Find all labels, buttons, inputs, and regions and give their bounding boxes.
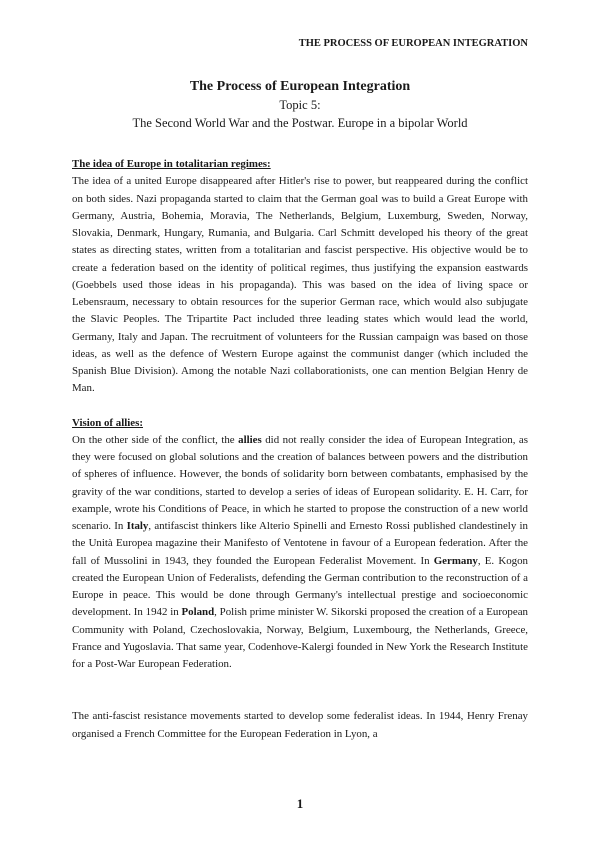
bold-term-germany: Germany xyxy=(433,554,478,567)
running-header: THE PROCESS OF EUROPEAN INTEGRATION xyxy=(298,38,528,49)
text-run: did not really consider the idea of European Integration, as they were focused on global solutions and the creation of balances between powers and the distribution of spheres of influence. However, the bonds of solidarity born between combatants, emphasised by the gravity of the war conditions, started to develop a series of ideas of European solidarity. E. H. Carr, for example, wrote his Conditions of Peace, in which he started to propose the construction of a new world scenario. In xyxy=(72,433,529,532)
text-run: On the other side of the conflict, the xyxy=(72,433,239,446)
paragraph-spacer xyxy=(72,398,528,415)
bold-term-allies: allies xyxy=(238,433,262,446)
text-run: , E. Kogon created the European Union of Federalists, defending the German contribution to the reconstruction of a Europe in peace. This would be done through Germany's intellectual prestige and socioeconomic development. In 1942 in xyxy=(72,554,528,619)
section-heading-totalitarian: The idea of Europe in totalitarian regimes: xyxy=(72,158,271,170)
document-title: The Process of European Integration xyxy=(189,79,411,94)
bold-term-poland: Poland xyxy=(181,606,215,619)
paragraph-spacer xyxy=(72,673,528,708)
page-number: 1 xyxy=(296,796,304,811)
document-body xyxy=(72,156,528,743)
text-run: , Polish prime minister W. Sikorski proposed the creation of a European Community with Poland, Czechoslovakia, Norway, Belgium, Luxembourg, the Netherlands, Greece, France and Yugoslavia. That same year, Codenhove-Kalergi founded in New York the Research Institute for a Post-War European Federation. xyxy=(72,606,528,670)
bold-term-italy: Italy xyxy=(126,520,149,532)
document-subtitle: The Second World War and the Postwar. Europe in a bipolar World xyxy=(132,116,468,130)
paragraph-allies xyxy=(72,432,528,674)
title-block xyxy=(0,78,600,132)
text-run: , antifascist thinkers like Alterio Spinelli and Ernesto Rossi published clandestinely in the Unità Europea magazine their Manifesto of Ventotene in favour of a European federation. After the fall of Mussolini in 1943, they founded the European Federalist Movement. In xyxy=(72,520,528,567)
topic-label: Topic 5: xyxy=(279,98,321,112)
paragraph-resistance: The anti-fascist resistance movements started to develop some federalist ideas. In 1944, Henry Frenay organised a French Committee for the European Federation in Lyon, a xyxy=(72,710,528,740)
section-heading-allies: Vision of allies: xyxy=(72,416,143,429)
paragraph-totalitarian: The idea of a united Europe disappeared after Hitler's rise to power, but reappeared during the conflict on both sides. Nazi propaganda started to claim that the German goal was to build a Great Europe with Germany, Austria, Bohemia, Moravia, The Netherlands, Belgium, Luxemburg, Sweden, Norway, Slovakia, Denmark, Hungary, Rumania, and Bulgaria. Carl Schmitt developed his theory of the great states as directing states, written from a totalitarian and fascist perspective. His objective would be to create a federation based on the identity of political regimes, thus justifying the expansion eastwards (Goebbels used those ideas in his propaganda). This was based on the idea of living space or Lebensraum, necessary to obtain resources for the superior German race, which would also subjugate the Slavic Peoples. The Tripartite Pact included three leading states which would lead the world, Germany, Italy and Japan. The recruitment of volunteers for the Russian campaign was based on those ideas, as well as the defence of Western Europe against the communist danger (which included the Spanish Blue Division). Among the notable Nazi collaborationists, one can mention Belgian Henry de Man. xyxy=(72,175,528,395)
